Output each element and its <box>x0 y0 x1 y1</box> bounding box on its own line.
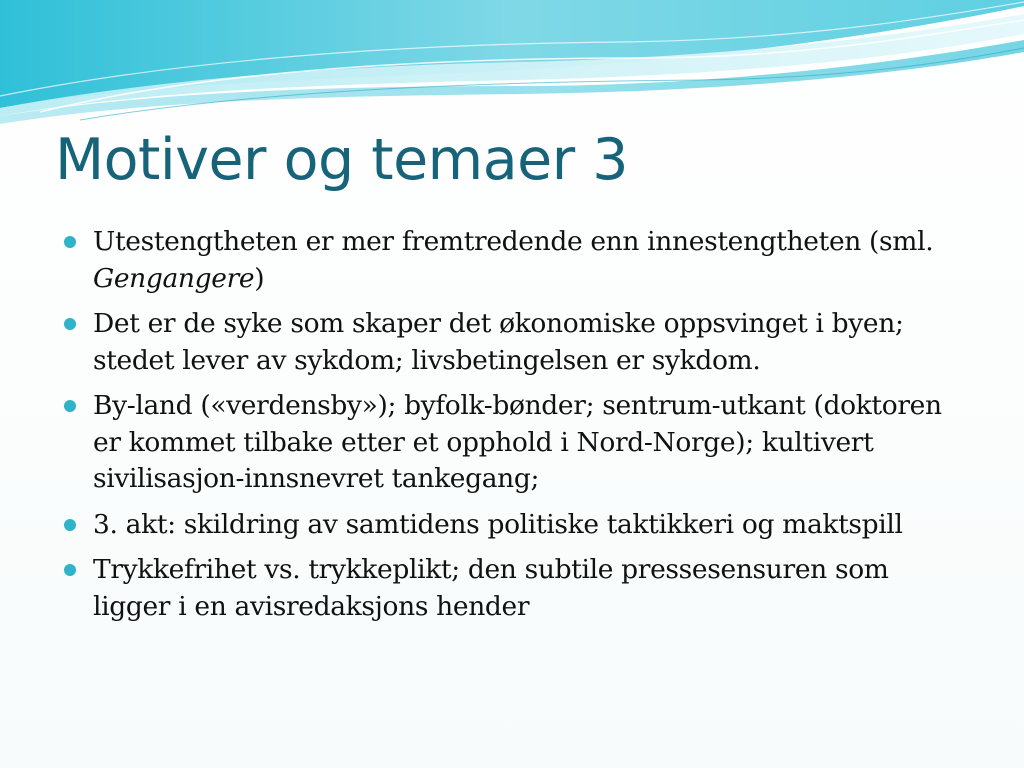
bullet-item <box>64 507 964 544</box>
bullet-dot-icon <box>64 564 76 576</box>
bullet-item <box>64 552 964 625</box>
bullet-item <box>64 388 964 498</box>
bullet-item <box>64 306 964 379</box>
bullet-text: Det er de syke som skaper det økonomiske oppsvinget i byen; stedet lever av sykdom; livsbetingelsen er sykdom. <box>93 308 904 376</box>
slide-title: Motiver og temaer 3 <box>55 127 629 193</box>
bullet-dot-icon <box>64 318 76 330</box>
bullet-dot-icon <box>64 236 76 248</box>
bullet-text: Trykkefrihet vs. trykkeplikt; den subtile pressesensuren som ligger i en avisredaksjons hender <box>93 554 889 622</box>
wave-header-decoration <box>0 0 1024 140</box>
bullet-dot-icon <box>64 400 76 412</box>
bullet-text: 3. akt: skildring av samtidens politiske taktikkeri og maktspill <box>93 508 903 540</box>
bullet-text: By-land («verdensby»); byfolk-bønder; sentrum-utkant (doktoren er kommet tilbake etter et opphold i Nord-Norge); kultivert sivilisasjon-innsnevret tankegang; <box>93 390 942 494</box>
bullet-italic-text: Gengangere <box>93 262 255 294</box>
bullet-item <box>64 224 964 297</box>
bullet-text: Utestengtheten er mer fremtredende enn innestengtheten (sml. Gengangere) <box>93 226 934 294</box>
bullet-list <box>64 224 964 634</box>
bullet-dot-icon <box>64 519 76 531</box>
